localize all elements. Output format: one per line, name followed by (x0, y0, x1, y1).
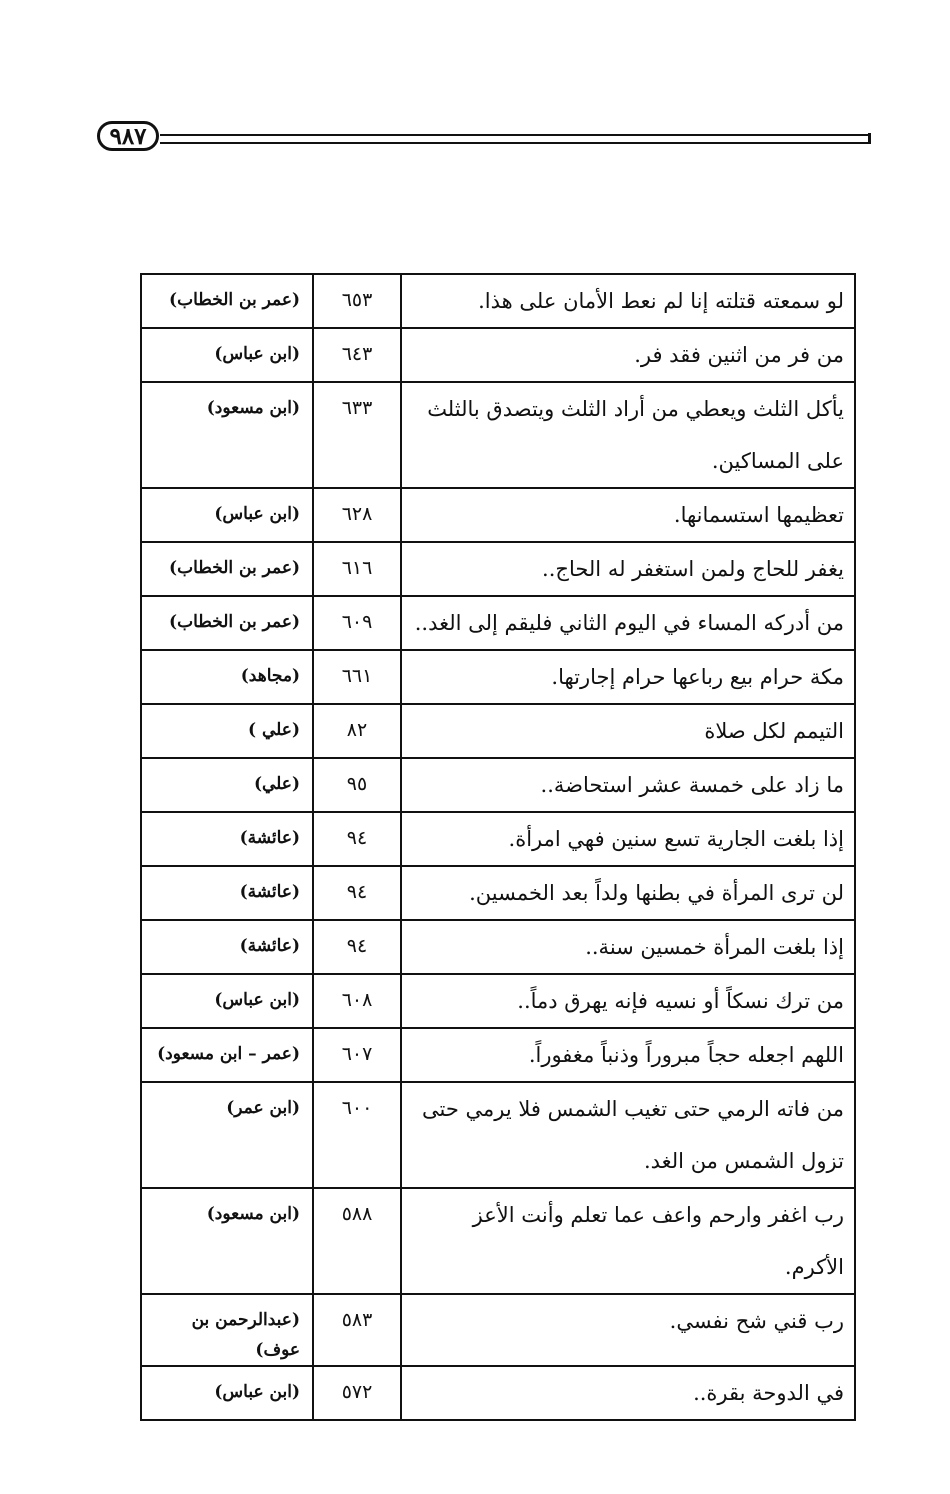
source-cell: (عائشة) (141, 812, 313, 866)
table-row (141, 328, 855, 382)
page-ref-cell: ٦٠٠ (313, 1082, 401, 1188)
athar-text: في الدوحة بقرة.. (693, 1381, 844, 1405)
athar-text: من فر من اثنين فقد فر. (634, 343, 844, 367)
page-ref-cell: ٦٦١ (313, 650, 401, 704)
table-row (141, 488, 855, 542)
athar-text: إذا بلغت الجارية تسع سنين فهي امرأة. (508, 827, 844, 851)
table-body (141, 274, 855, 1420)
athar-index-table (140, 273, 856, 1421)
page-ref-cell: ٩٤ (313, 812, 401, 866)
header-rule-cap (868, 133, 871, 144)
table-row (141, 974, 855, 1028)
table-row (141, 382, 855, 488)
table-row (141, 274, 855, 328)
athar-text-cell (401, 758, 855, 812)
athar-text: من أدركه المساء في اليوم الثاني فليقم إلى الغد.. (414, 611, 844, 635)
table-row (141, 1082, 855, 1188)
source-cell: (عمر بن الخطاب) (141, 542, 313, 596)
table-row (141, 650, 855, 704)
page-ref-cell: ٦٣٣ (313, 382, 401, 488)
page-ref-cell: ٦٥٣ (313, 274, 401, 328)
page-ref-cell: ٦٠٩ (313, 596, 401, 650)
athar-text-cell (401, 704, 855, 758)
table-row (141, 1366, 855, 1420)
table-row (141, 542, 855, 596)
athar-text-cell (401, 974, 855, 1028)
page-ref-cell: ٦٤٣ (313, 328, 401, 382)
page-ref-cell: ٩٤ (313, 866, 401, 920)
source-cell: (ابن عباس) (141, 488, 313, 542)
athar-text-cell (401, 1082, 855, 1188)
page-ref-cell: ٥٧٢ (313, 1366, 401, 1420)
source-cell: (ابن مسعود) (141, 1188, 313, 1294)
header-rule-top (160, 134, 870, 136)
athar-text: إذا بلغت المرأة خمسين سنة.. (585, 935, 844, 959)
athar-text: تعظيمها استسمانها. (673, 503, 844, 527)
table-row (141, 596, 855, 650)
athar-text-cell (401, 1366, 855, 1420)
source-cell: (ابن عمر) (141, 1082, 313, 1188)
page-ref-cell: ٨٢ (313, 704, 401, 758)
athar-text: رب اغفر وارحم واعف عما تعلم وأنت الأعز الأكرم. (472, 1203, 844, 1279)
source-cell: (ابن عباس) (141, 974, 313, 1028)
athar-text: رب قني شح نفسي. (669, 1309, 844, 1333)
page-ref-cell: ٦٢٨ (313, 488, 401, 542)
athar-text-cell (401, 488, 855, 542)
athar-text-cell (401, 596, 855, 650)
source-cell: (ابن عباس) (141, 1366, 313, 1420)
athar-text-cell (401, 1294, 855, 1366)
athar-text-cell (401, 382, 855, 488)
header-rule-bottom (160, 142, 870, 144)
table-row (141, 758, 855, 812)
source-cell: (عائشة) (141, 920, 313, 974)
source-cell: (عمر بن الخطاب) (141, 596, 313, 650)
athar-text: من فاته الرمي حتى تغيب الشمس فلا يرمي حتى تزول الشمس من الغد. (422, 1097, 844, 1173)
page-ref-cell: ٩٤ (313, 920, 401, 974)
source-cell: (عبدالرحمن بن عوف) (141, 1294, 313, 1366)
source-cell: (علي ) (141, 704, 313, 758)
athar-text-cell (401, 542, 855, 596)
athar-text: لو سمعته قتلته إنا لم نعط الأمان على هذا. (478, 289, 844, 313)
table-row (141, 920, 855, 974)
table-row (141, 812, 855, 866)
athar-text-cell (401, 650, 855, 704)
table-row (141, 1028, 855, 1082)
athar-text-cell (401, 866, 855, 920)
source-cell: (عمر بن الخطاب) (141, 274, 313, 328)
page-ref-cell: ٥٨٨ (313, 1188, 401, 1294)
source-cell: (علي) (141, 758, 313, 812)
page-ref-cell: ٦٠٧ (313, 1028, 401, 1082)
table-row (141, 1188, 855, 1294)
source-cell: (مجاهد) (141, 650, 313, 704)
athar-text: من ترك نسكاً أو نسيه فإنه يهرق دماً.. (517, 989, 844, 1013)
athar-text: التيمم لكل صلاة (704, 719, 844, 743)
athar-text-cell (401, 812, 855, 866)
athar-text: يأكل الثلث ويعطي من أراد الثلث ويتصدق بالثلث على المساكين. (427, 397, 844, 473)
page-ref-cell: ٦٠٨ (313, 974, 401, 1028)
table-row (141, 704, 855, 758)
source-cell: (عمر – ابن مسعود) (141, 1028, 313, 1082)
athar-text: لن ترى المرأة في بطنها ولداً بعد الخمسين. (469, 881, 844, 905)
page-number: ٩٨٧ (97, 121, 159, 151)
athar-text-cell (401, 920, 855, 974)
athar-text-cell (401, 1028, 855, 1082)
source-cell: (عائشة) (141, 866, 313, 920)
athar-text: مكة حرام بيع رباعها حرام إجارتها. (551, 665, 844, 689)
athar-text-cell (401, 1188, 855, 1294)
athar-text-cell (401, 328, 855, 382)
page-ref-cell: ٦١٦ (313, 542, 401, 596)
source-cell: (ابن مسعود) (141, 382, 313, 488)
table-row (141, 866, 855, 920)
table-row (141, 1294, 855, 1366)
athar-text-cell (401, 274, 855, 328)
page-header (0, 0, 950, 200)
athar-text: يغفر للحاج ولمن استغفر له الحاج.. (542, 557, 844, 581)
athar-text: ما زاد على خمسة عشر استحاضة.. (540, 773, 844, 797)
page-ref-cell: ٩٥ (313, 758, 401, 812)
page-ref-cell: ٥٨٣ (313, 1294, 401, 1366)
source-cell: (ابن عباس) (141, 328, 313, 382)
athar-text: اللهم اجعله حجاً مبروراً وذنباً مغفوراً. (528, 1043, 844, 1067)
